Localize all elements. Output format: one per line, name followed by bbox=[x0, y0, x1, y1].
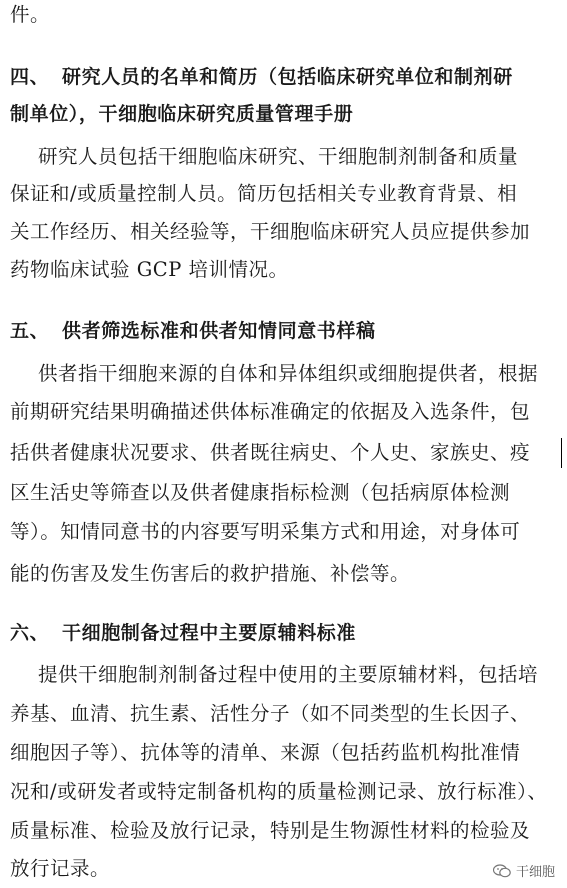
line-text: 养基、血清、抗生素、活性分子（如不同类型的生长因子、 bbox=[10, 702, 531, 725]
text-line bbox=[10, 181, 559, 207]
line-text: 药物临床试验 GCP 培训情况。 bbox=[10, 258, 289, 281]
line-text: 区生活史等筛查以及供者健康指标检测（包括病原体检测 bbox=[10, 481, 511, 504]
text-line bbox=[38, 144, 559, 170]
heading-text: 供者筛选标准和供者知情同意书样稿 bbox=[62, 320, 376, 342]
text-line bbox=[38, 361, 559, 387]
text-line bbox=[10, 440, 559, 466]
section-number: 六、 bbox=[10, 622, 50, 644]
text-line bbox=[10, 561, 559, 587]
text-line bbox=[38, 662, 559, 688]
text-line bbox=[10, 519, 559, 545]
line-text: 研究人员包括干细胞临床研究、干细胞制剂制备和质量 bbox=[38, 145, 519, 168]
line-text: 质量标准、检验及放行记录，特别是生物源性材料的检验及 bbox=[10, 819, 531, 842]
line-text: 前期研究结果明确描述供体标准确定的依据及入选条件，包 bbox=[10, 400, 531, 423]
section-heading-4-cont bbox=[10, 101, 559, 127]
source-watermark bbox=[493, 861, 555, 880]
text-line bbox=[10, 480, 559, 506]
line-text: 件。 bbox=[10, 3, 51, 26]
line-text: 放行记录。 bbox=[10, 857, 111, 880]
text-line bbox=[10, 399, 559, 425]
section-heading-4 bbox=[10, 64, 559, 90]
line-text: 况和/或研发者或特定制备机构的质量检测记录、放行标准）、 bbox=[10, 780, 548, 803]
line-text: 供者指干细胞来源的自体和异体组织或细胞提供者，根据 bbox=[38, 362, 539, 385]
line-text: 细胞因子等）、抗体等的清单、来源（包括药监机构批准情 bbox=[10, 741, 521, 764]
line-text: 括供者健康状况要求、供者既往病史、个人史、家族史、疫 bbox=[10, 441, 531, 464]
line-text: 关工作经历、相关经验等，干细胞临床研究人员应提供参加 bbox=[10, 220, 531, 243]
section-number: 五、 bbox=[10, 320, 50, 342]
text-cursor bbox=[561, 438, 562, 468]
text-line bbox=[10, 701, 559, 727]
line-text: 等）。知情同意书的内容要写明采集方式和用途，对身体可 bbox=[10, 520, 521, 543]
text-line bbox=[10, 257, 559, 283]
line-text: 保证和/或质量控制人员。简历包括相关专业教育背景、相 bbox=[10, 182, 518, 205]
section-heading-6 bbox=[10, 620, 559, 646]
heading-text: 制单位），干细胞临床研究质量管理手册 bbox=[10, 103, 354, 125]
heading-text: 研究人员的名单和简历（包括临床研究单位和制剂研 bbox=[62, 66, 513, 88]
text-line bbox=[10, 2, 559, 28]
heading-text: 干细胞制备过程中主要原辅料标准 bbox=[62, 622, 357, 644]
line-text: 能的伤害及发生伤害后的救护措施、补偿等。 bbox=[10, 562, 411, 585]
text-line bbox=[10, 856, 559, 882]
line-text: 提供干细胞制剂制备过程中使用的主要原辅材料，包括培 bbox=[38, 663, 539, 686]
text-line bbox=[10, 818, 559, 844]
text-line bbox=[10, 219, 559, 245]
section-heading-5 bbox=[10, 318, 559, 344]
text-line bbox=[10, 779, 559, 805]
wechat-icon bbox=[493, 864, 511, 878]
section-number: 四、 bbox=[10, 66, 50, 88]
watermark-label: 干细胞 bbox=[515, 865, 555, 880]
text-line bbox=[10, 740, 559, 766]
